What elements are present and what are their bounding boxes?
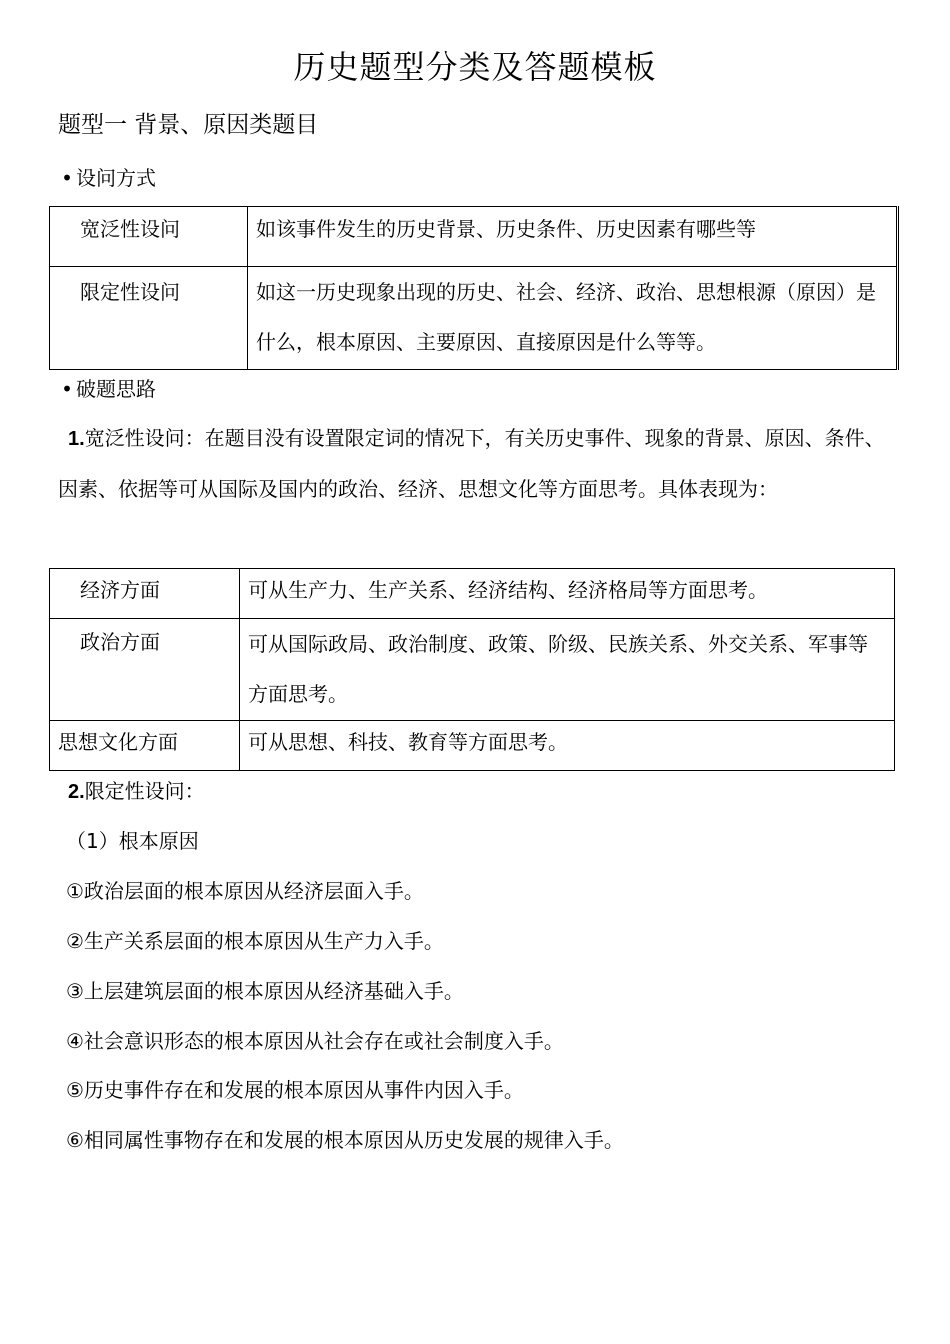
limited-heading xyxy=(68,776,205,807)
table-row xyxy=(50,569,895,619)
broad-paragraph-text: 宽泛性设问：在题目没有设置限定词的情况下，有关历史事件、现象的背景、原因、条件、因素、依据等可从国际及国内的政治、经济、思想文化等方面思考。具体表现为： xyxy=(58,426,885,501)
aspect-content-cell: 可从国际政局、政治制度、政策、阶级、民族关系、外交关系、军事等方面思考。 xyxy=(240,619,895,721)
approach-heading-label: 破题思路 xyxy=(76,377,156,401)
table-row xyxy=(50,619,895,721)
ask-content-cell: 如这一历史现象出现的历史、社会、经济、政治、思想根源（原因）是什么，根本原因、主要原因、直接原因是什么等等。 xyxy=(248,267,898,370)
root-cause-heading: （1）根本原因 xyxy=(66,829,199,853)
ask-label-cell: 宽泛性设问 xyxy=(50,207,248,267)
list-item: ②生产关系层面的根本原因从生产力入手。 xyxy=(66,929,444,953)
table-row xyxy=(50,267,898,370)
limited-heading-number: 2. xyxy=(68,781,85,803)
aspect-label-cell: 经济方面 xyxy=(50,569,240,619)
aspect-label-cell: 政治方面 xyxy=(50,619,240,721)
aspect-label-cell: 思想文化方面 xyxy=(50,721,240,771)
list-item: ⑥相同属性事物存在和发展的根本原因从历史发展的规律入手。 xyxy=(66,1128,624,1152)
ask-table xyxy=(49,206,899,370)
bullet-icon: • xyxy=(61,166,73,190)
list-item: ④社会意识形态的根本原因从社会存在或社会制度入手。 xyxy=(66,1029,564,1053)
bullet-icon: • xyxy=(61,377,73,401)
page-title: 历史题型分类及答题模板 xyxy=(293,48,657,86)
broad-paragraph xyxy=(58,413,898,514)
table-row xyxy=(50,721,895,771)
list-item: ①政治层面的根本原因从经济层面入手。 xyxy=(66,879,424,903)
approach-heading xyxy=(58,374,156,404)
ask-heading-label: 设问方式 xyxy=(76,166,156,190)
section-heading: 题型一 背景、原因类题目 xyxy=(58,112,319,138)
list-item: ⑤历史事件存在和发展的根本原因从事件内因入手。 xyxy=(66,1078,524,1102)
broad-paragraph-number: 1. xyxy=(68,428,85,450)
list-item: ③上层建筑层面的根本原因从经济基础入手。 xyxy=(66,979,464,1003)
ask-heading xyxy=(58,163,156,193)
ask-content-cell: 如该事件发生的历史背景、历史条件、历史因素有哪些等 xyxy=(248,207,898,267)
aspects-table xyxy=(49,568,895,771)
ask-label-cell: 限定性设问 xyxy=(50,267,248,370)
limited-heading-text: 限定性设问： xyxy=(84,779,205,803)
aspect-content-cell: 可从生产力、生产关系、经济结构、经济格局等方面思考。 xyxy=(240,569,895,619)
aspect-content-cell: 可从思想、科技、教育等方面思考。 xyxy=(240,721,895,771)
table-row xyxy=(50,207,898,267)
